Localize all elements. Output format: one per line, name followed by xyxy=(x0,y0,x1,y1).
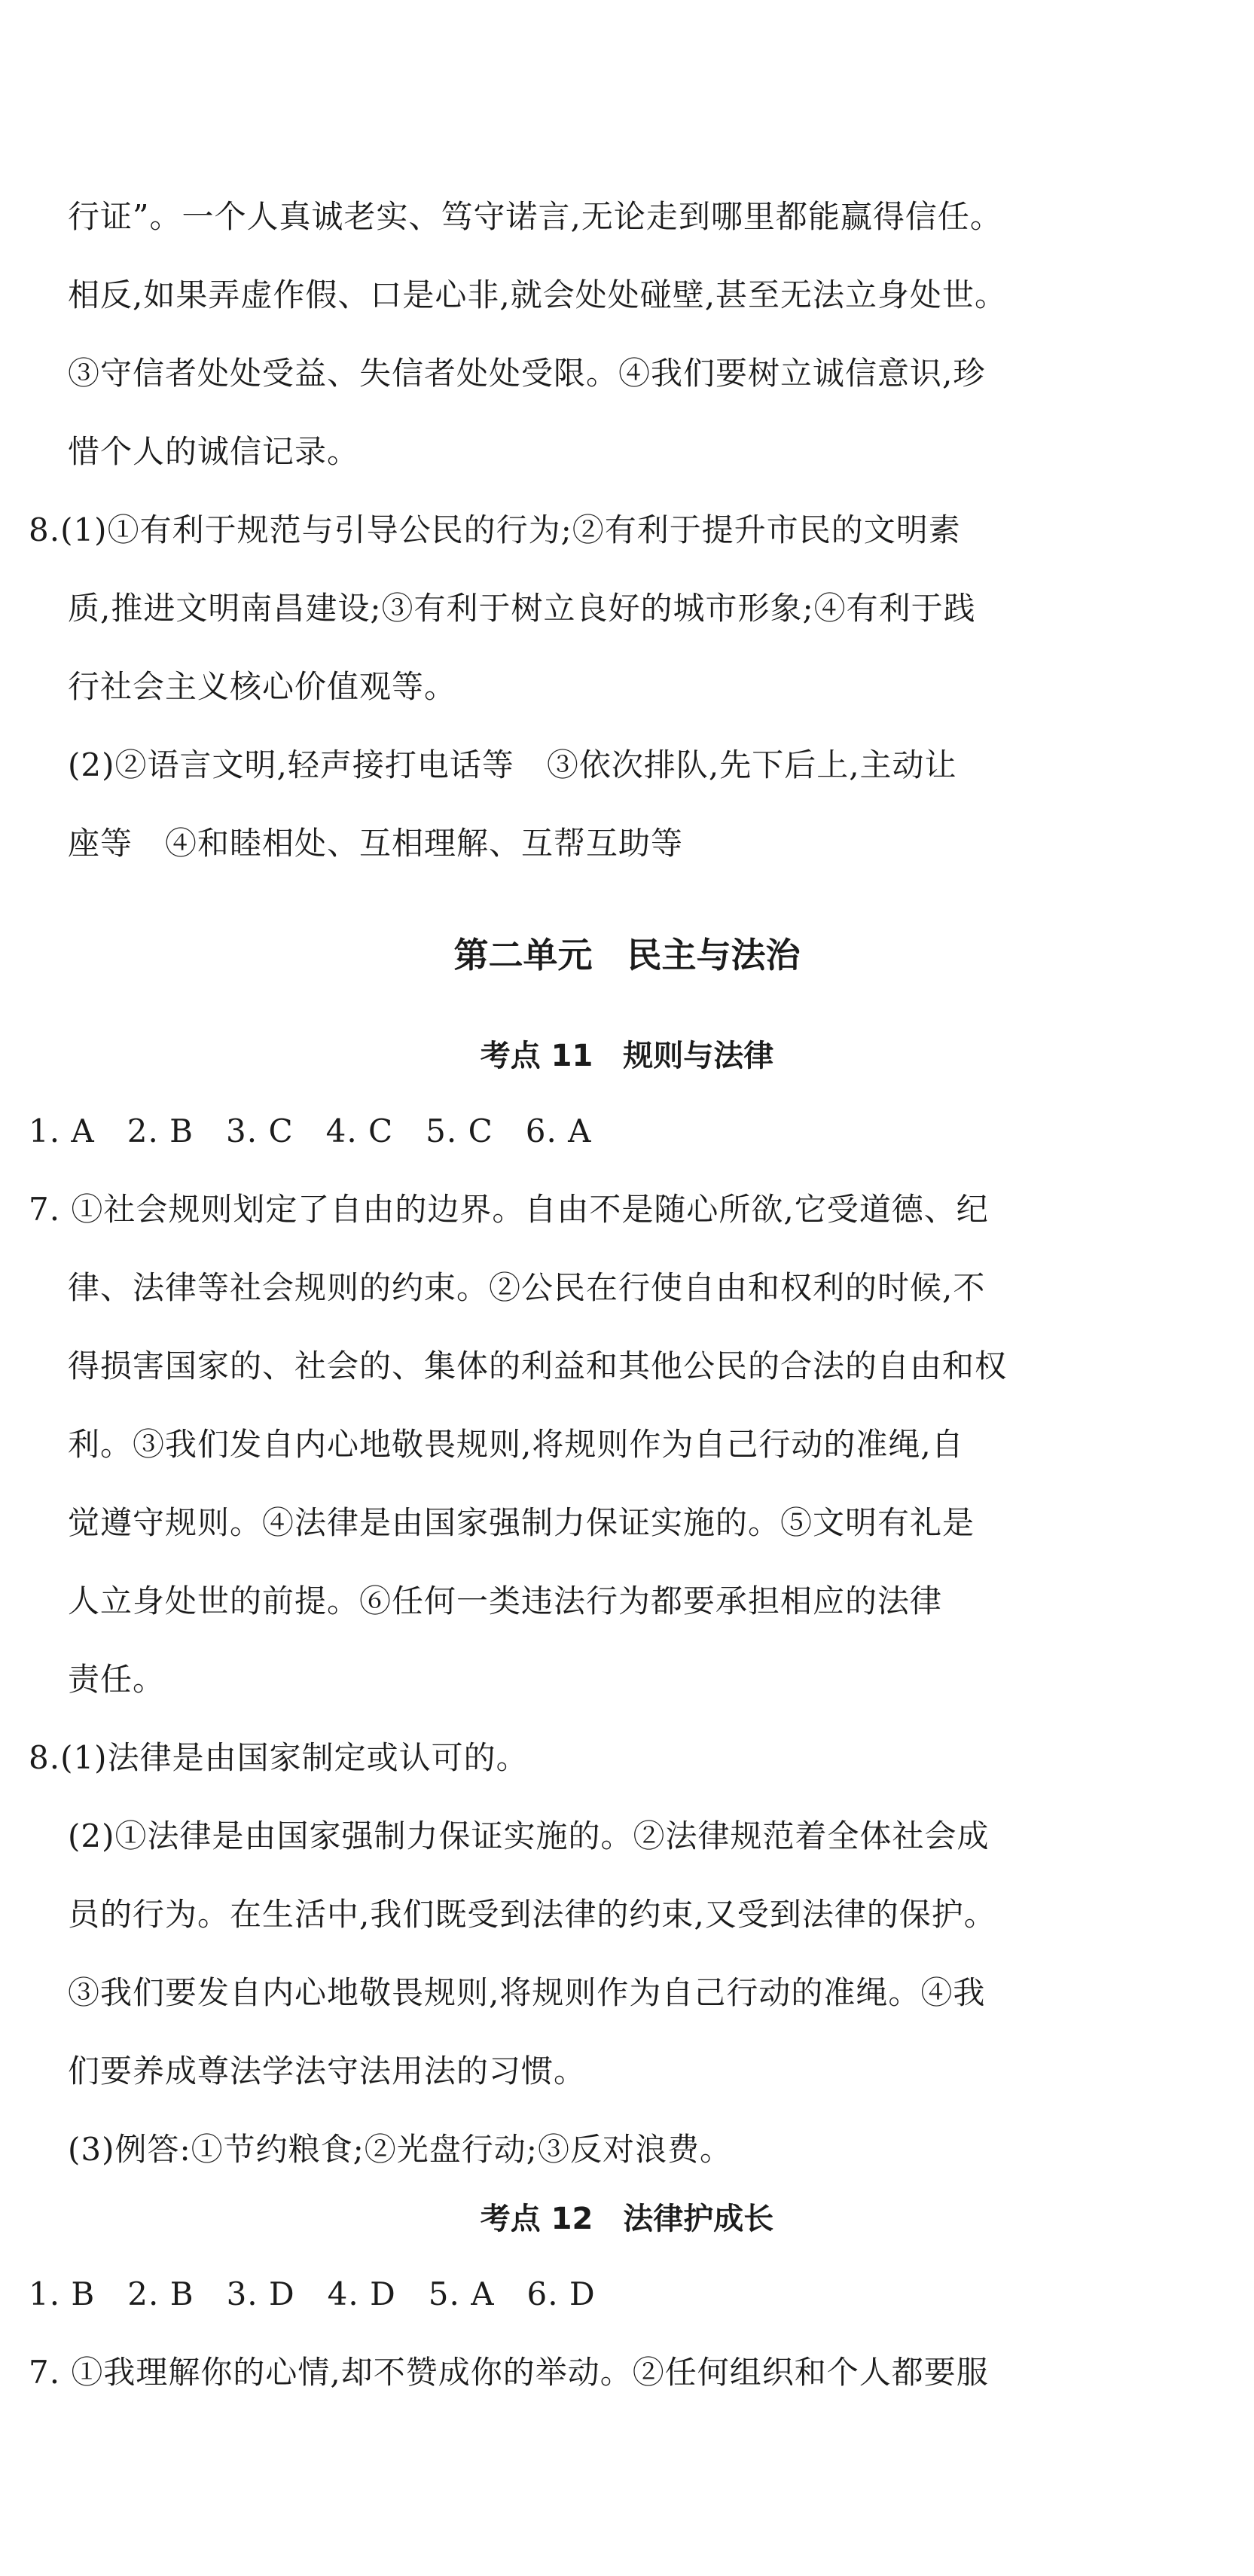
text-line: 觉遵守规则。④法律是由国家强制力保证实施的。⑤文明有礼是 xyxy=(68,1504,975,1541)
section-title-12: 考点 12 法律护成长 xyxy=(480,2202,774,2236)
answer-8-part-2: (2)②语言文明,轻声接打电话等 ③依次排队,先下后上,主动让 xyxy=(68,746,957,783)
text-line: ③我们要发自内心地敬畏规则,将规则作为自己行动的准绳。④我 xyxy=(68,1974,986,2011)
text-line: 员的行为。在生活中,我们既受到法律的约束,又受到法律的保护。 xyxy=(68,1896,996,1933)
text-line: 律、法律等社会规则的约束。②公民在行使自由和权利的时候,不 xyxy=(68,1269,986,1306)
text-line: 责任。 xyxy=(68,1661,166,1698)
answer-8-part-2: (2)①法律是由国家强制力保证实施的。②法律规范着全体社会成 xyxy=(68,1818,990,1854)
text-line: 相反,如果弄虚作假、口是心非,就会处处碰壁,甚至无法立身处世。 xyxy=(68,276,1008,313)
answer-8-part-1: 8.(1)①有利于规范与引导公民的行为;②有利于提升市民的文明素 xyxy=(29,511,961,548)
text-line: 座等 ④和睦相处、互相理解、互帮互助等 xyxy=(68,825,684,862)
text-line: 人立身处世的前提。⑥任何一类违法行为都要承担相应的法律 xyxy=(68,1583,943,1619)
unit-title: 第二单元 民主与法治 xyxy=(453,935,801,975)
text-line: 质,推进文明南昌建设;③有利于树立良好的城市形象;④有利于践 xyxy=(68,590,976,627)
multiple-choice-answers: 1. A 2. B 3. C 4. C 5. C 6. A xyxy=(29,1113,592,1149)
text-line: 利。③我们发自内心地敬畏规则,将规则作为自己行动的准绳,自 xyxy=(68,1426,964,1463)
multiple-choice-answers: 1. B 2. B 3. D 4. D 5. A 6. D xyxy=(29,2275,596,2312)
text-line: 行证”。一个人真诚老实、笃守诺言,无论走到哪里都能赢得信任。 xyxy=(68,198,1002,235)
answer-8-part-1: 8.(1)法律是由国家制定或认可的。 xyxy=(29,1739,529,1776)
section-title-11: 考点 11 规则与法律 xyxy=(480,1039,774,1073)
answer-7: 7. ①社会规则划定了自由的边界。自由不是随心所欲,它受道德、纪 xyxy=(29,1191,989,1228)
text-line: 们要养成尊法学法守法用法的习惯。 xyxy=(68,2053,587,2089)
text-line: 惜个人的诚信记录。 xyxy=(68,433,360,470)
text-line: 行社会主义核心价值观等。 xyxy=(68,668,457,705)
answer-7: 7. ①我理解你的心情,却不赞成你的举动。②任何组织和个人都要服 xyxy=(29,2354,989,2391)
text-line: ③守信者处处受益、失信者处处受限。④我们要树立诚信意识,珍 xyxy=(68,355,986,392)
text-line: 得损害国家的、社会的、集体的利益和其他公民的合法的自由和权 xyxy=(68,1348,1008,1384)
answer-8-part-3: (3)例答:①节约粮食;②光盘行动;③反对浪费。 xyxy=(68,2131,732,2168)
